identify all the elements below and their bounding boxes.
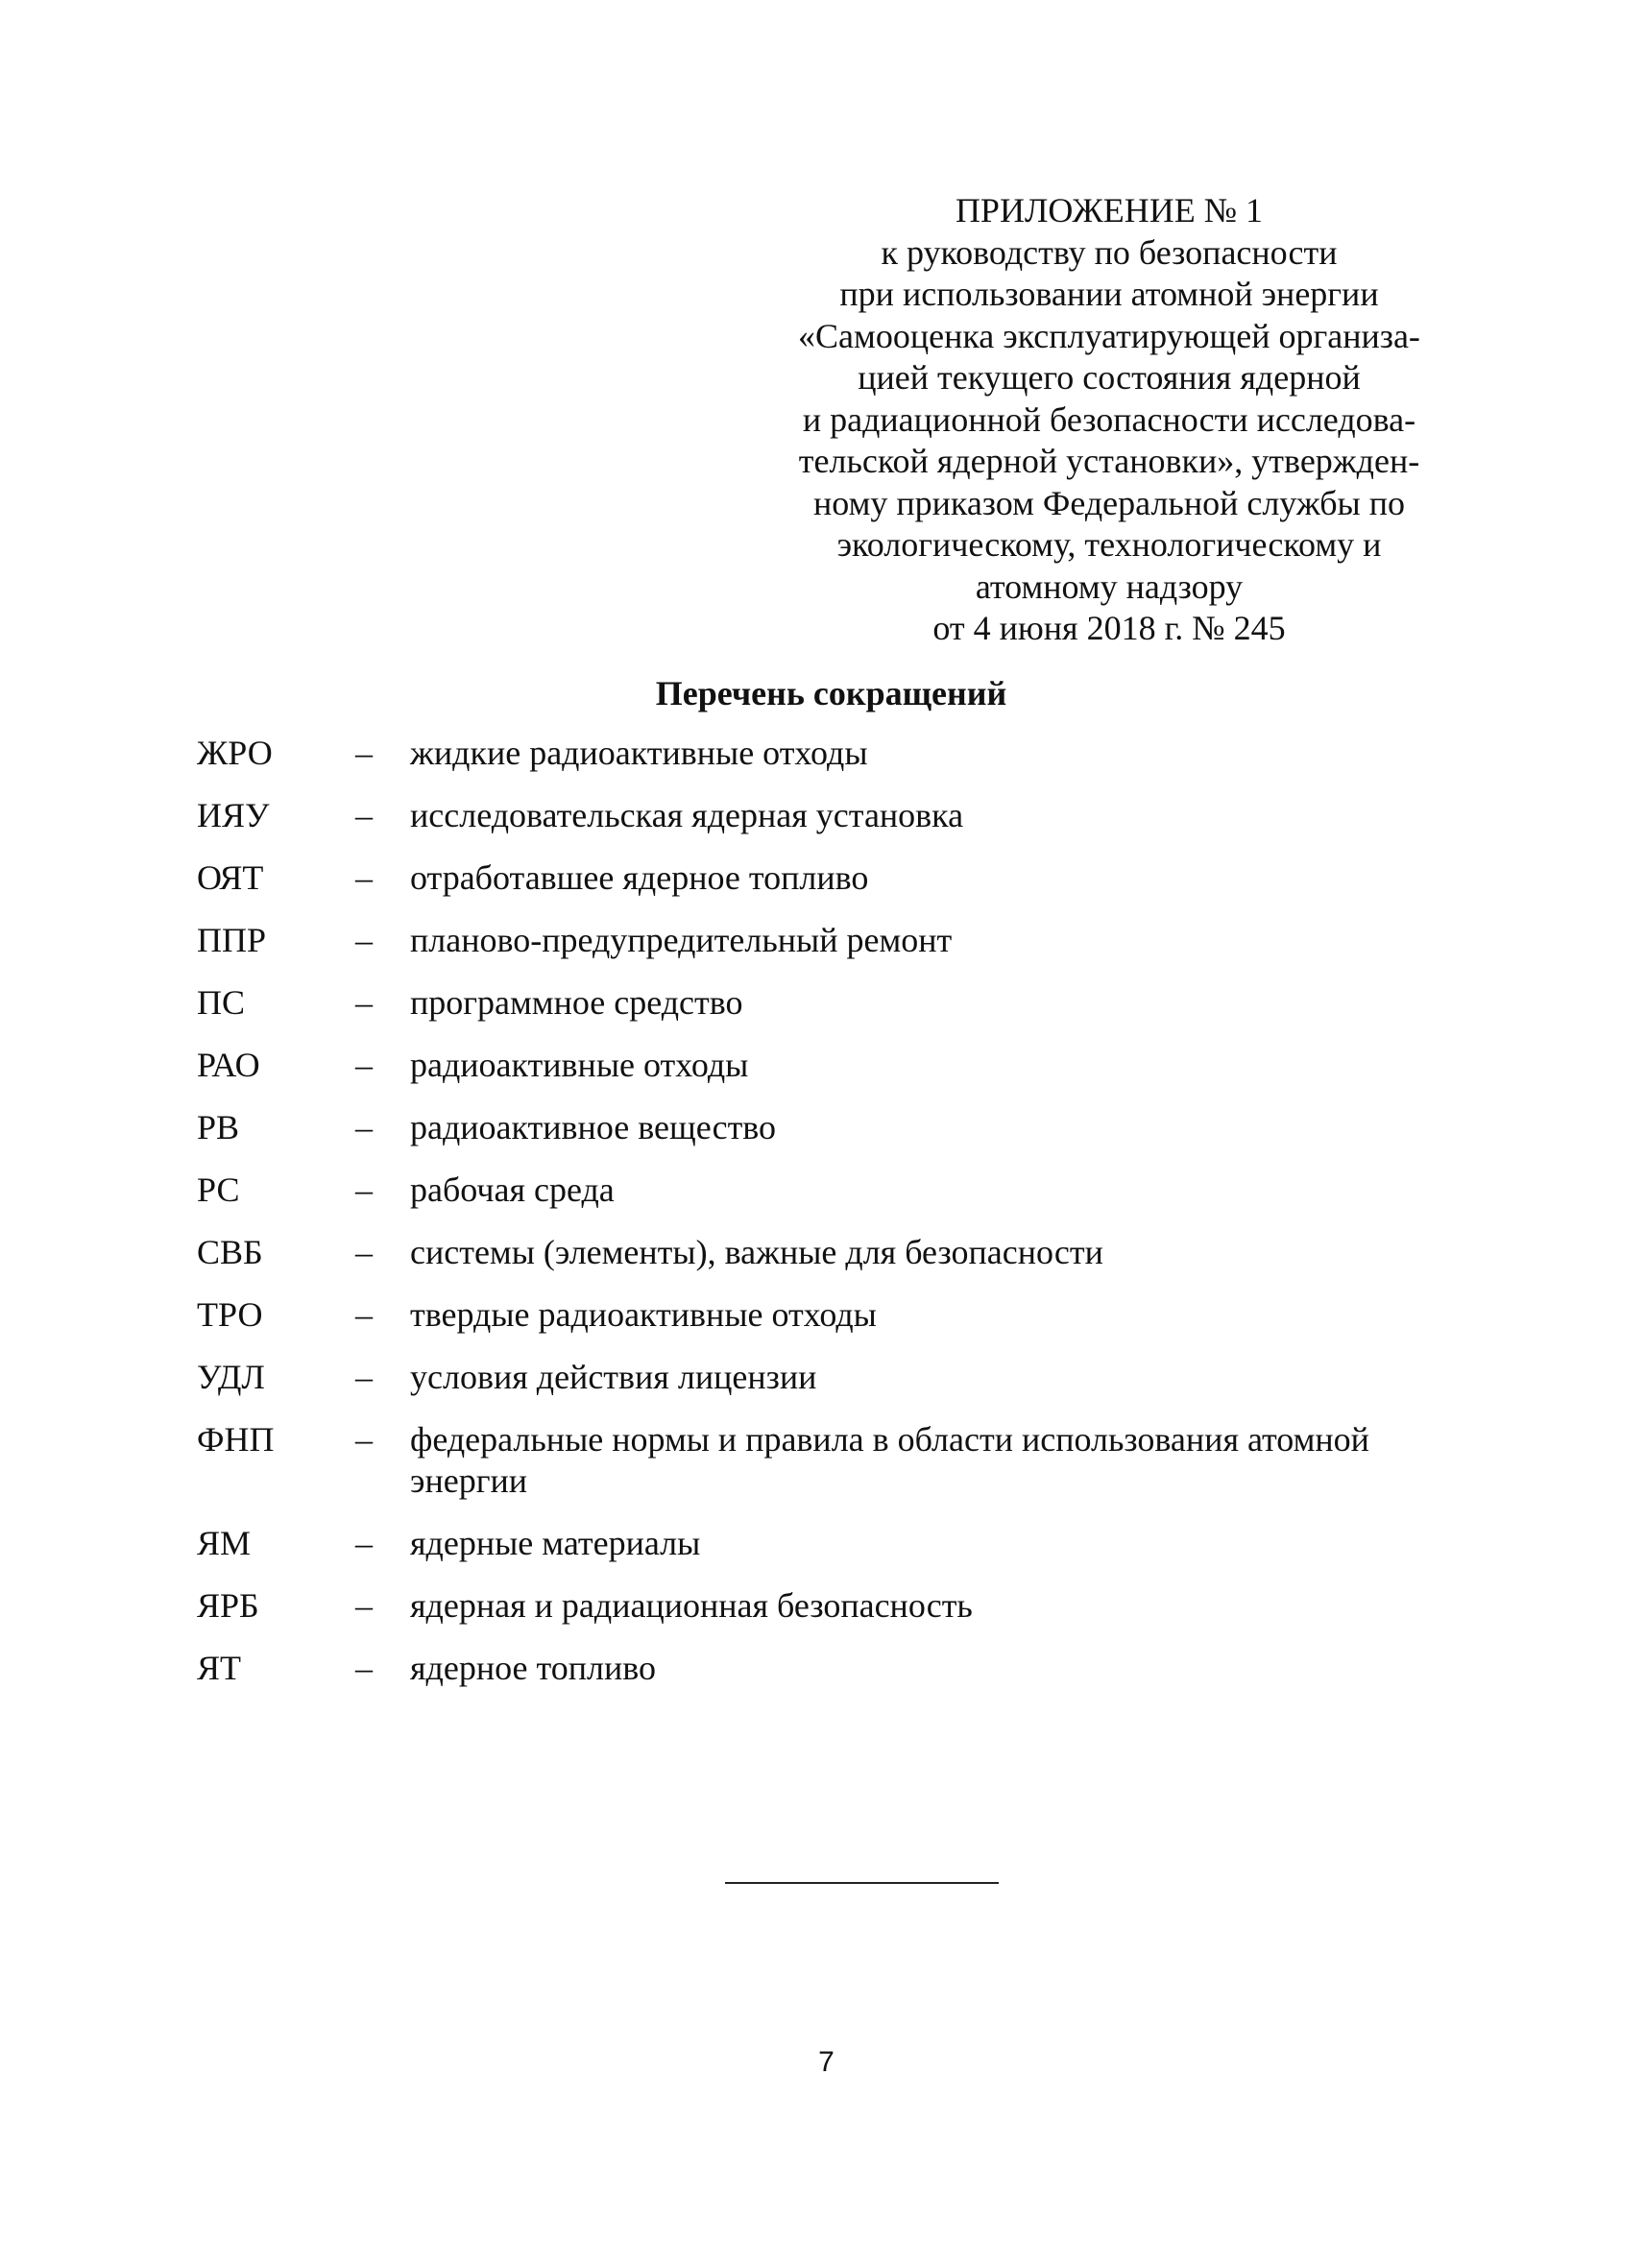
abbreviation-row: [197, 1170, 1474, 1211]
abbreviation-code: ЯРБ: [197, 1586, 259, 1625]
abbreviation-code: ИЯУ: [197, 796, 270, 834]
appendix-header-line: к руководству по безопасности: [881, 232, 1338, 272]
abbreviation-definition: ядерное топливо: [410, 1649, 657, 1687]
abbreviation-dash: –: [355, 1046, 373, 1084]
abbreviation-definition: отработавшее ядерное топливо: [410, 858, 869, 897]
abbreviation-dash: –: [355, 858, 373, 897]
abbreviation-dash: –: [355, 796, 373, 834]
abbreviation-code: ЯМ: [197, 1524, 252, 1562]
abbreviation-code: УДЛ: [197, 1358, 265, 1396]
abbreviation-dash: –: [355, 1586, 373, 1625]
abbreviation-row: [197, 920, 1474, 961]
appendix-header-line: «Самооценка эксплуатирующей организа-: [798, 316, 1420, 355]
abbreviation-code: ЖРО: [197, 734, 273, 772]
abbreviation-dash: –: [355, 1233, 373, 1271]
abbreviation-code: ЯТ: [197, 1649, 242, 1687]
abbreviation-row: [197, 1648, 1474, 1689]
abbreviation-row: [197, 1107, 1474, 1148]
abbreviation-code: СВБ: [197, 1233, 263, 1271]
appendix-header: [730, 190, 1488, 650]
abbreviation-dash: –: [355, 1524, 373, 1562]
abbreviation-dash: –: [355, 1170, 373, 1209]
abbreviation-definition: радиоактивные отходы: [410, 1046, 749, 1084]
appendix-header-line: при использовании атомной энергии: [839, 275, 1379, 313]
abbreviation-dash: –: [355, 734, 373, 772]
abbreviation-row: [197, 733, 1474, 774]
page-number: 7: [818, 2046, 835, 2078]
appendix-header-line: атомному надзору: [975, 567, 1244, 606]
abbreviation-code: ТРО: [197, 1295, 263, 1334]
abbreviation-row: [197, 1045, 1474, 1086]
abbreviation-dash: –: [355, 1295, 373, 1334]
abbreviation-definition: жидкие радиоактивные отходы: [410, 734, 868, 772]
abbreviation-definition: федеральные нормы и правила в области использования атомной энергии: [410, 1420, 1369, 1500]
abbreviation-row: [197, 1419, 1474, 1502]
appendix-header-line: от 4 июня 2018 г. № 245: [932, 609, 1286, 647]
appendix-header-line: тельской ядерной установки», утвержден-: [798, 442, 1420, 480]
abbreviation-code: ОЯТ: [197, 858, 264, 897]
abbreviation-row: [197, 1585, 1474, 1627]
abbreviation-code: РВ: [197, 1108, 240, 1146]
abbreviation-dash: –: [355, 921, 373, 959]
abbreviation-definition: программное средство: [410, 983, 743, 1022]
abbreviation-dash: –: [355, 1358, 373, 1396]
abbreviation-definition: ядерная и радиационная безопасность: [410, 1586, 973, 1625]
appendix-header-line: и радиационной безопасности исследова-: [802, 399, 1416, 439]
abbreviation-definition: твердые радиоактивные отходы: [410, 1295, 877, 1334]
abbreviation-definition: планово-предупредительный ремонт: [410, 921, 953, 959]
abbreviation-row: [197, 1232, 1474, 1273]
section-title: Перечень сокращений: [655, 674, 1007, 712]
abbreviation-definition: условия действия лицензии: [410, 1358, 817, 1396]
abbreviation-definition: системы (элементы), важные для безопасности: [410, 1233, 1103, 1271]
abbreviation-dash: –: [355, 1649, 373, 1687]
abbreviation-dash: –: [355, 1108, 373, 1146]
abbreviation-definition: ядерные материалы: [410, 1524, 701, 1562]
abbreviation-code: ФНП: [197, 1420, 275, 1459]
abbreviation-row: [197, 982, 1474, 1024]
abbreviation-definition: рабочая среда: [410, 1170, 615, 1209]
abbreviation-list: [197, 733, 1474, 1710]
abbreviation-code: РС: [197, 1170, 240, 1209]
abbreviation-code: ППР: [197, 921, 267, 959]
abbreviation-row: [197, 795, 1474, 836]
abbreviation-dash: –: [355, 1420, 373, 1459]
abbreviation-row: [197, 1523, 1474, 1564]
appendix-header-line: цией текущего состояния ядерной: [858, 358, 1361, 397]
abbreviation-row: [197, 1294, 1474, 1336]
abbreviation-row: [197, 857, 1474, 899]
abbreviation-definition: радиоактивное вещество: [410, 1108, 777, 1146]
appendix-header-line: экологическому, технологическому и: [836, 525, 1382, 564]
abbreviation-dash: –: [355, 983, 373, 1022]
divider-line: [725, 1882, 999, 1884]
abbreviation-code: ПС: [197, 983, 246, 1022]
appendix-header-line: ПРИЛОЖЕНИЕ № 1: [955, 191, 1264, 229]
abbreviation-row: [197, 1357, 1474, 1398]
abbreviation-code: РАО: [197, 1046, 260, 1084]
abbreviation-definition: исследовательская ядерная установка: [410, 796, 964, 834]
appendix-header-line: ному приказом Федеральной службы по: [812, 483, 1405, 522]
